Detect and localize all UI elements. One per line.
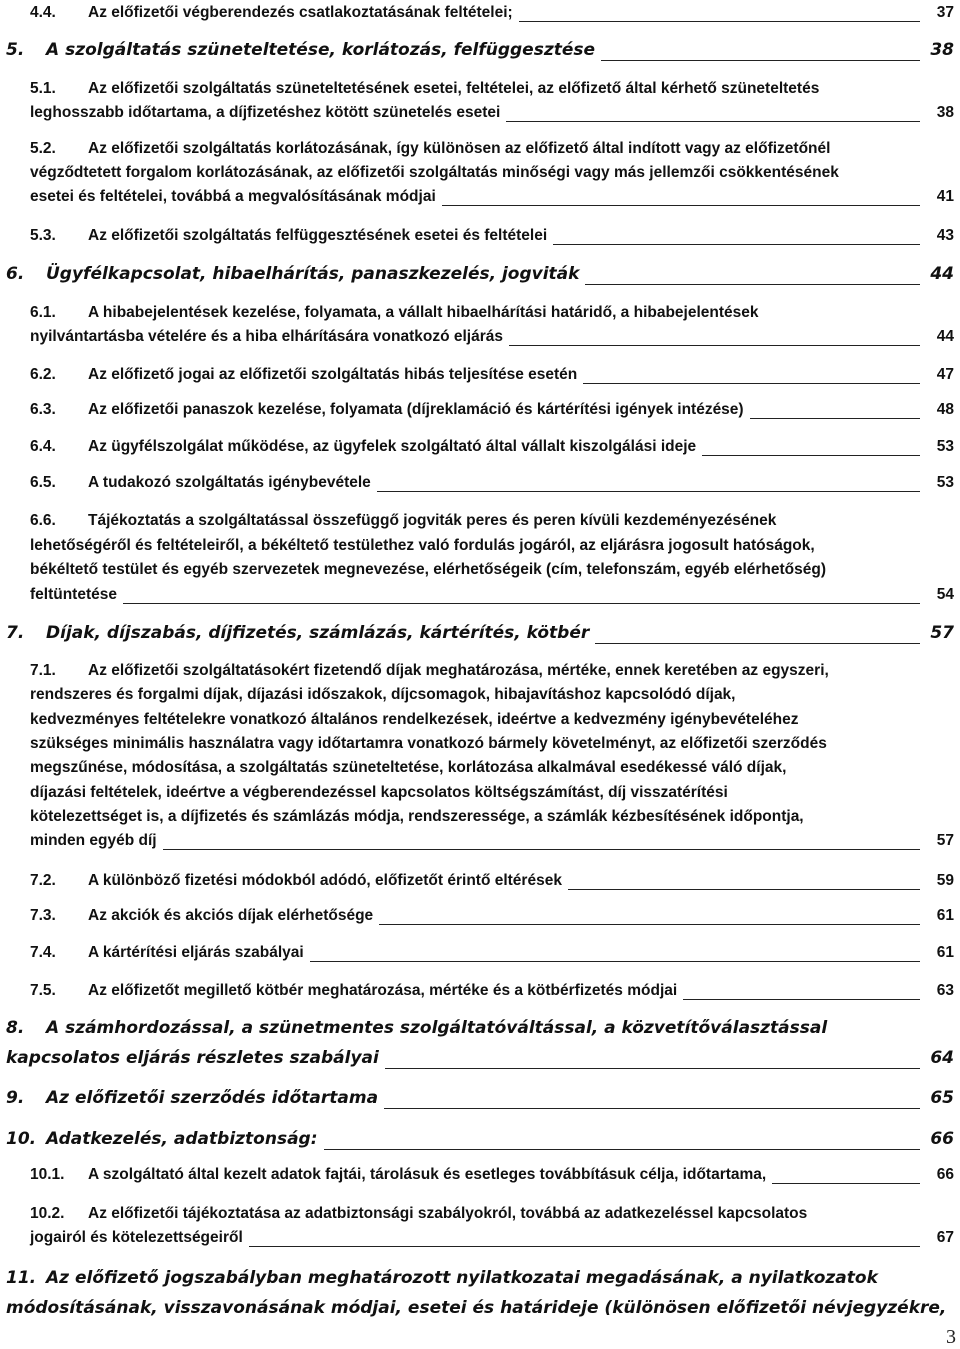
toc-entry-line [30, 808, 804, 826]
toc-entry-number: 7.4. [30, 944, 56, 961]
toc-leader-line [750, 418, 920, 419]
toc-page-number: 48 [936, 401, 954, 418]
toc-entry-number: 5.2. [30, 140, 56, 157]
toc-entry-line [30, 304, 759, 322]
toc-entry-title: Az előfizetői panaszok kezelése, folyamata (díjreklamáció és kártérítési igények intézése) [88, 401, 744, 418]
toc-page-number: 37 [936, 4, 954, 21]
toc-entry-title: módosításának, visszavonásának módjai, esetei és határideje (különösen előfizetői névjegyzékre, [6, 1298, 947, 1318]
toc-entry-number: 5. [6, 40, 25, 60]
toc-entry-number: 6. [6, 264, 25, 284]
toc-page-number: 59 [936, 872, 954, 889]
toc-page-number: 65 [930, 1088, 954, 1108]
toc-entry-title: A különböző fizetési módokból adódó, előfizetőt érintő eltérések [88, 872, 562, 889]
toc-entry-line [30, 982, 677, 1000]
toc-entry-title: Az előfizetői szolgáltatásokért fizetendő díjak meghatározása, mértéke, ennek keretében az egyszeri, [88, 662, 829, 679]
toc-leader-line [385, 1068, 920, 1069]
toc-entry-title: A szolgáltatás szüneteltetése, korlátozás, felfüggesztése [46, 40, 596, 60]
toc-leader-line [379, 924, 920, 925]
toc-leader-line [324, 1149, 920, 1150]
toc-entry-title: Az előfizető jogszabályban meghatározott nyilatkozatai megadásának, a nyilatkozatok [46, 1268, 878, 1288]
toc-entry-title: esetei és feltételei, továbbá a megvalósításának módjai [30, 188, 436, 205]
toc-entry-line [30, 328, 503, 346]
toc-entry-title: Az előfizetői tájékoztatása az adatbiztonsági szabályokról, továbbá az adatkezeléssel kapcsolatos [88, 1205, 808, 1222]
toc-entry-title: Az előfizető jogai az előfizetői szolgáltatás hibás teljesítése esetén [88, 366, 578, 383]
toc-entry-title: Díjak, díjszabás, díjfizetés, számlázás, kártérítés, kötbér [46, 623, 590, 643]
toc-entry-line [30, 907, 373, 925]
toc-leader-line [123, 603, 920, 604]
toc-entry-line [30, 104, 500, 122]
toc-entry-number: 10. [6, 1129, 37, 1149]
toc-entry-line [30, 872, 562, 890]
toc-entry-line [6, 1129, 318, 1149]
toc-entry-title: Az előfizetőt megillető kötbér meghatározása, mértéke és a kötbérfizetés módjai [88, 982, 678, 999]
toc-page-number: 63 [936, 982, 954, 999]
toc-page-number: 64 [930, 1048, 954, 1068]
toc-entry-line [30, 662, 829, 680]
toc-entry-number: 7.3. [30, 907, 56, 924]
toc-entry-line [6, 623, 589, 643]
toc-entry-line [30, 686, 736, 704]
toc-entry-title: Adatkezelés, adatbiztonság: [46, 1129, 318, 1149]
toc-entry-title: Az előfizetői szolgáltatás korlátozásának, így különösen az előfizető által indított vagy az előfizetőnél [88, 140, 831, 157]
toc-entry-title: Az előfizetői szolgáltatás felfüggesztésének esetei és feltételei [88, 227, 548, 244]
toc-entry-number: 6.4. [30, 438, 56, 455]
toc-entry-line [30, 586, 117, 604]
toc-page-number: 57 [930, 623, 954, 643]
toc-entry-title: Az ügyfélszolgálat működése, az ügyfelek szolgáltató által vállalt kiszolgálási ideje [88, 438, 697, 455]
toc-entry-line [30, 1229, 243, 1247]
toc-entry-title: díjazási feltételek, ideértve a végberendezéssel kapcsolatos költségszámítást, díj visszatérítési [30, 783, 728, 801]
toc-entry-number: 5.3. [30, 227, 56, 244]
toc-entry-title: Az előfizetői szolgáltatás szüneteltetésének esetei, feltételei, az előfizető által kérhető szüneteltetés [88, 80, 820, 97]
toc-page-number: 66 [936, 1166, 954, 1183]
toc-entry-number: 4.4. [30, 4, 56, 21]
toc-entry-title: kedvezményes feltételekre vonatkozó általános rendelkezések, ideértve a kedvezmény igénybevételéhez [30, 710, 799, 728]
toc-page-number: 67 [936, 1229, 954, 1246]
toc-leader-line [585, 284, 920, 285]
toc-leader-line [772, 1183, 920, 1184]
toc-leader-line [519, 21, 920, 22]
toc-leader-line [702, 455, 920, 456]
toc-page-number: 57 [936, 832, 954, 850]
toc-entry-line [30, 832, 157, 850]
toc-page-number: 44 [936, 328, 954, 345]
toc-entry-number: 6.5. [30, 474, 56, 491]
toc-entry-line [30, 164, 839, 182]
toc-entry-line [6, 1298, 946, 1318]
toc-leader-line [249, 1246, 920, 1247]
toc-entry-title: szükséges minimális használatra vagy időtartamra vonatkozó bármely követelményt, az előfizetői szerződés [30, 734, 827, 752]
toc-entry-title: békéltető testület és egyéb szervezetek megnevezése, elérhetőségeik (cím, telefonszám, egyéb elérhetőség) [30, 561, 827, 578]
toc-entry-line [30, 512, 776, 530]
toc-entry-line [30, 1205, 807, 1223]
toc-entry-line [6, 40, 595, 60]
toc-leader-line [683, 999, 920, 1000]
toc-page-number: 61 [936, 907, 954, 924]
toc-page-number: 47 [936, 366, 954, 383]
toc-entry-title: Ügyfélkapcsolat, hibaelhárítás, panaszkezelés, jogviták [46, 264, 580, 284]
toc-entry-title: jogairól és kötelezettségeiről [30, 1229, 243, 1246]
toc-entry-line [30, 561, 826, 579]
toc-page-number: 61 [936, 944, 954, 961]
toc-leader-line [568, 889, 920, 890]
toc-entry-line [30, 80, 819, 98]
toc-page-number: 38 [936, 104, 954, 121]
toc-entry-title: Az előfizetői szerződés időtartama [46, 1088, 379, 1108]
toc-entry-line [30, 784, 728, 802]
toc-entry-line [6, 1018, 827, 1038]
page-number: 3 [946, 1326, 956, 1348]
toc-entry-title: lehetőségéről és feltételeiről, a békéltető testülethez való fordulás jogáról, az eljárásra jogosult hatóságok, [30, 536, 815, 554]
toc-leader-line [384, 1108, 920, 1109]
toc-entry-number: 8. [6, 1018, 25, 1038]
toc-entry-number: 7.1. [30, 662, 56, 679]
toc-entry-line [30, 401, 744, 419]
toc-leader-line [553, 244, 920, 245]
toc-entry-line [30, 711, 798, 729]
toc-leader-line [377, 491, 920, 492]
toc-entry-line [30, 735, 827, 753]
toc-entry-title: A tudakozó szolgáltatás igénybevétele [88, 474, 371, 491]
toc-entry-title: megszűnése, módosítása, a szolgáltatás szüneteltetése, korlátozása alkalmával esedékessé váló díjak, [30, 759, 787, 777]
toc-entry-title: Tájékoztatás a szolgáltatással összefüggő jogviták peres és peren kívüli kezdeményezésének [88, 512, 777, 529]
toc-entry-title: A szolgáltató által kezelt adatok fajtái, tárolásuk és esetleges továbbításuk célja, időtartama, [88, 1166, 767, 1183]
toc-entry-title: A kártérítési eljárás szabályai [88, 944, 304, 961]
toc-entry-line [30, 1166, 766, 1184]
toc-entry-number: 6.3. [30, 401, 56, 418]
toc-entry-line [6, 1048, 379, 1068]
toc-entry-title: nyilvántartásba vételére és a hiba elhárítására vonatkozó eljárás [30, 328, 503, 345]
toc-entry-title: kapcsolatos eljárás részletes szabályai [6, 1048, 379, 1068]
toc-entry-line [6, 1268, 878, 1288]
toc-entry-title: kötelezettséget is, a díjfizetés és számlázás módja, rendszeressége, a számlák kézbesítésének időpontja, [30, 807, 804, 825]
toc-entry-line [30, 474, 371, 492]
toc-entry-line [30, 537, 815, 555]
toc-entry-title: minden egyéb díj [30, 832, 157, 850]
toc-entry-line [6, 1088, 378, 1108]
toc-entry-title: A hibabejelentések kezelése, folyamata, a vállalt hibaelhárítási határidő, a hibabejelentések [88, 304, 759, 321]
toc-entry-number: 7.2. [30, 872, 56, 889]
toc-entry-number: 7. [6, 623, 25, 643]
toc-entry-number: 10.2. [30, 1205, 65, 1222]
toc-leader-line [442, 205, 920, 206]
toc-entry-number: 7.5. [30, 982, 56, 999]
toc-leader-line [601, 60, 920, 61]
toc-page-number: 66 [930, 1129, 954, 1149]
toc-entry-number: 6.1. [30, 304, 56, 321]
toc-entry-title: leghosszabb időtartama, a díjfizetéshez kötött szünetelés esetei [30, 104, 501, 121]
toc-entry-line [30, 140, 830, 158]
toc-entry-title: végződtetett forgalom korlátozásának, az előfizetői szolgáltatás minőségi vagy más jellemzői csökkentésének [30, 164, 839, 181]
toc-leader-line [595, 643, 920, 644]
toc-entry-line [30, 759, 786, 777]
toc-page-number: 54 [936, 585, 954, 603]
toc-page-number: 41 [936, 188, 954, 205]
toc-entry-line [30, 188, 436, 206]
toc-leader-line [583, 383, 920, 384]
toc-entry-number: 11. [6, 1268, 37, 1288]
toc-entry-title: Az akciók és akciós díjak elérhetősége [88, 907, 374, 924]
toc-entry-title: Az előfizetői végberendezés csatlakoztatásának feltételei; [88, 4, 513, 21]
toc-entry-line [30, 227, 547, 245]
toc-entry-number: 9. [6, 1088, 25, 1108]
toc-leader-line [509, 345, 920, 346]
toc-entry-title: feltüntetése [30, 585, 117, 603]
toc-page-number: 44 [930, 264, 954, 284]
toc-entry-number: 5.1. [30, 80, 56, 97]
toc-entry-number: 6.6. [30, 512, 56, 529]
toc-page-number: 53 [936, 438, 954, 455]
toc-entry-title: A számhordozással, a szünetmentes szolgáltatóváltással, a közvetítőválasztással [46, 1018, 828, 1038]
toc-leader-line [506, 121, 920, 122]
toc-entry-line [30, 944, 304, 962]
toc-page-number: 43 [936, 227, 954, 244]
toc-entry-number: 10.1. [30, 1166, 65, 1183]
toc-leader-line [310, 961, 920, 962]
toc-entry-title: rendszeres és forgalmi díjak, díjazási időszakok, díjcsomagok, hibajavításhoz kapcsolódó díjak, [30, 686, 736, 704]
toc-entry-line [6, 264, 579, 284]
toc-entry-line [30, 4, 513, 22]
toc-entry-line [30, 438, 696, 456]
toc-page-number: 53 [936, 474, 954, 491]
toc-leader-line [163, 849, 920, 850]
toc-entry-line [30, 366, 577, 384]
toc-entry-number: 6.2. [30, 366, 56, 383]
toc-page-number: 38 [930, 40, 954, 60]
